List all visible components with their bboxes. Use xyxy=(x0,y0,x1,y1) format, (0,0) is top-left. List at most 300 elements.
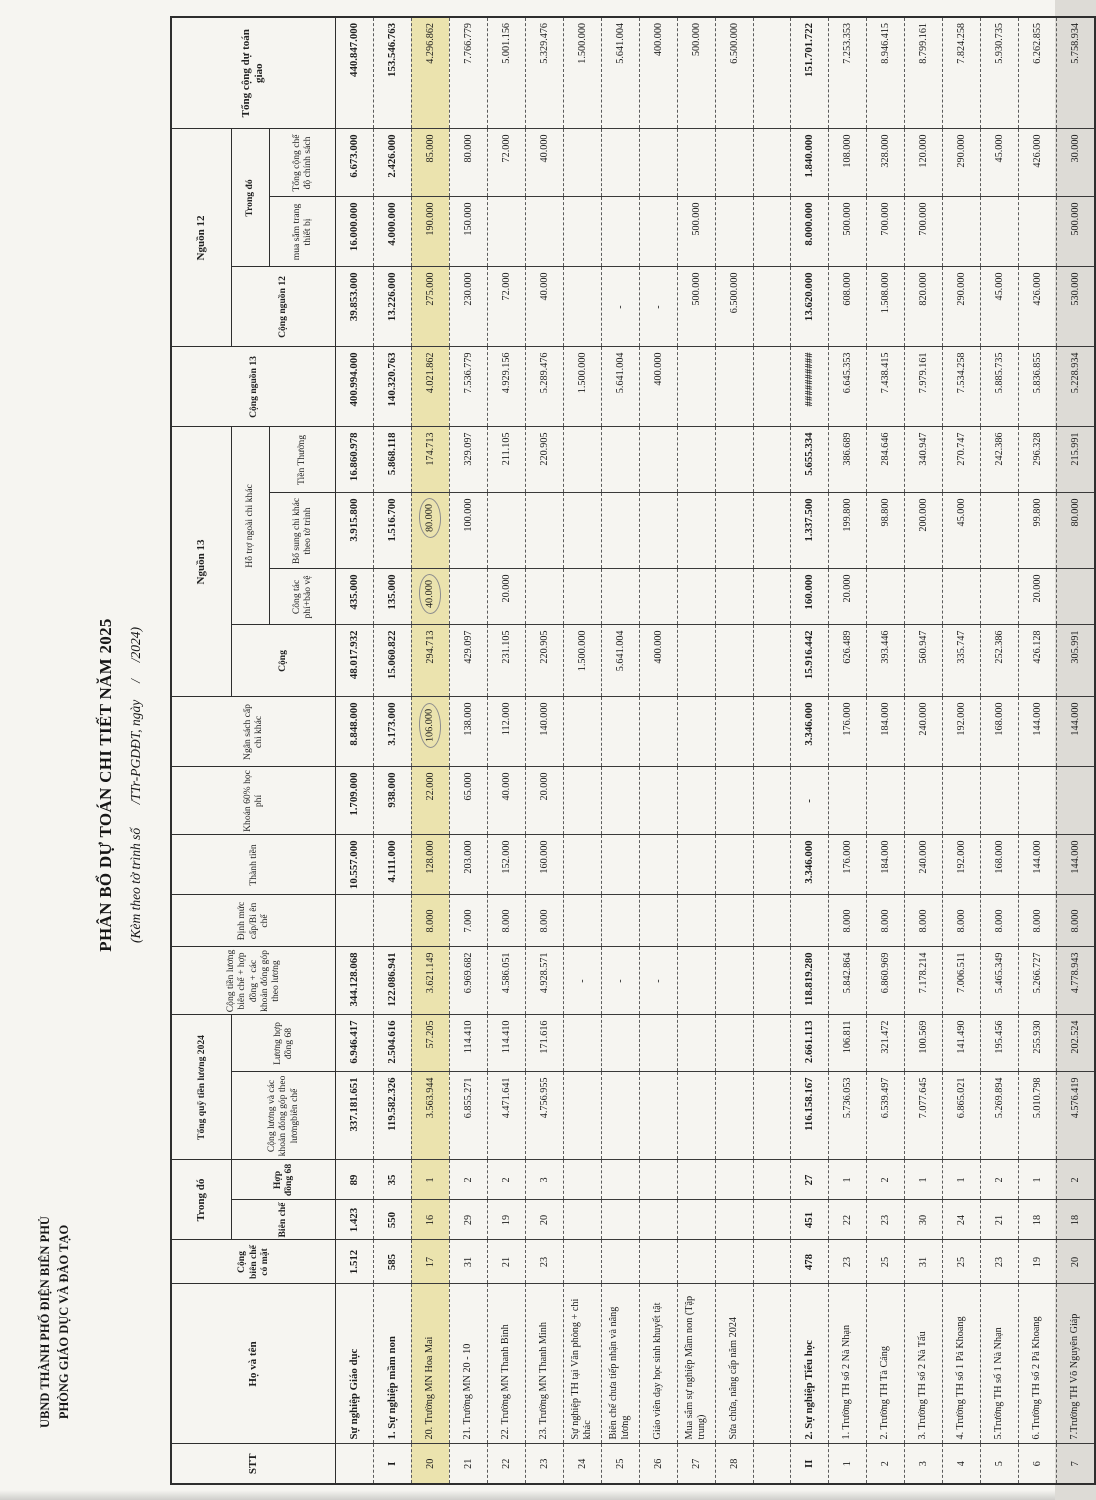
cell-stt: 25 xyxy=(601,1444,639,1484)
cell-value xyxy=(753,625,790,697)
cell-value: 4.929.156 xyxy=(487,347,525,427)
cell-value xyxy=(411,569,449,625)
cell-value: 23 xyxy=(828,1240,866,1284)
cell-value: 190.000 xyxy=(411,197,449,267)
cell-value xyxy=(411,493,449,569)
cell-value: 3.563.944 xyxy=(411,1072,449,1160)
cell-value: 275.000 xyxy=(411,267,449,347)
cell-value: 118.819.280 xyxy=(790,947,828,1015)
cell-value: 151.701.722 xyxy=(790,17,828,129)
cell-value xyxy=(601,427,639,493)
table-row xyxy=(335,17,373,1484)
cell-value: 19 xyxy=(1018,1240,1056,1284)
cell-stt: 2 xyxy=(866,1444,904,1484)
cell-value: 478 xyxy=(790,1240,828,1284)
cell-value xyxy=(715,197,753,267)
cell-value xyxy=(601,493,639,569)
budget-table xyxy=(170,16,1096,1485)
cell-value: 242.386 xyxy=(980,427,1018,493)
cell-value: 3.173.000 xyxy=(373,697,411,767)
cell-value xyxy=(715,697,753,767)
cell-unit-name: Mua sắm sự nghiệp Mầm non (Tập trung) xyxy=(677,1284,715,1444)
cell-value: 23 xyxy=(980,1240,1018,1284)
cell-value: 18 xyxy=(1018,1200,1056,1240)
col-cong-luong: Cộng lương và các khoản đóng góp theo lươngbiên chế xyxy=(231,1072,335,1160)
cell-value xyxy=(753,347,790,427)
table-row xyxy=(639,17,677,1484)
cell-value xyxy=(866,569,904,625)
cell-value: 18 xyxy=(1056,1200,1095,1240)
cell-value xyxy=(715,1160,753,1200)
cell-stt: 21 xyxy=(449,1444,487,1484)
cell-value: 85.000 xyxy=(411,129,449,197)
cell-value: 8.000 xyxy=(904,895,942,947)
table-row xyxy=(753,17,790,1484)
col-tong-cong-du-toan: Tổng cộng dự toán giao xyxy=(171,17,335,129)
table-row xyxy=(866,17,904,1484)
cell-value: - xyxy=(563,947,601,1015)
cell-value: 100.569 xyxy=(904,1015,942,1072)
cell-value: 10.557.000 xyxy=(335,835,373,895)
cell-value: 203.000 xyxy=(449,835,487,895)
cell-value xyxy=(715,767,753,835)
cell-value: 22.000 xyxy=(411,767,449,835)
cell-value: 1 xyxy=(1018,1160,1056,1200)
cell-value xyxy=(563,1160,601,1200)
cell-value: 4.471.641 xyxy=(487,1072,525,1160)
cell-value: 31 xyxy=(904,1240,942,1284)
cell-value xyxy=(753,1240,790,1284)
cell-value xyxy=(753,835,790,895)
cell-value xyxy=(639,197,677,267)
cell-value: 3.346.000 xyxy=(790,835,828,895)
cell-value: 6.500.000 xyxy=(715,17,753,129)
cell-value xyxy=(677,493,715,569)
cell-value xyxy=(563,267,601,347)
cell-value: - xyxy=(639,267,677,347)
cell-value: 3.621.149 xyxy=(411,947,449,1015)
cell-value xyxy=(563,197,601,267)
cell-value: 294.713 xyxy=(411,625,449,697)
cell-value: 200.000 xyxy=(904,493,942,569)
cell-value xyxy=(715,347,753,427)
cell-value: 13.620.000 xyxy=(790,267,828,347)
cell-value: 211.105 xyxy=(487,427,525,493)
cell-value xyxy=(715,129,753,197)
cell-value: 560.947 xyxy=(904,625,942,697)
cell-value: 5.641.004 xyxy=(601,17,639,129)
cell-value: 7.006.511 xyxy=(942,947,980,1015)
cell-value: - xyxy=(790,767,828,835)
table-row xyxy=(942,17,980,1484)
table-row xyxy=(828,17,866,1484)
cell-value: 89 xyxy=(335,1160,373,1200)
cell-value xyxy=(790,895,828,947)
cell-value: 153.546.763 xyxy=(373,17,411,129)
cell-value xyxy=(1056,767,1095,835)
cell-value: 5.641.004 xyxy=(601,625,639,697)
cell-value: 820.000 xyxy=(904,267,942,347)
cell-value: 8.000.000 xyxy=(790,197,828,267)
cell-value: 171.616 xyxy=(525,1015,563,1072)
cell-value: 141.490 xyxy=(942,1015,980,1072)
cell-value xyxy=(639,493,677,569)
cell-value: 550 xyxy=(373,1200,411,1240)
cell-stt: 6 xyxy=(1018,1444,1056,1484)
cell-value: 7.178.214 xyxy=(904,947,942,1015)
cell-stt: I xyxy=(373,1444,411,1484)
cell-value: 700.000 xyxy=(866,197,904,267)
cell-value: 6.262.855 xyxy=(1018,17,1056,129)
table-row xyxy=(449,17,487,1484)
cell-value: 5.228.934 xyxy=(1056,347,1095,427)
document-title: PHÂN BỔ DỰ TOÁN CHI TIẾT NĂM 2025 xyxy=(96,618,115,952)
cell-value: 7.000 xyxy=(449,895,487,947)
col-bien-che: Biên chế xyxy=(231,1200,335,1240)
cell-value: 1 xyxy=(828,1160,866,1200)
cell-value: 500.000 xyxy=(677,17,715,129)
cell-stt: 1 xyxy=(828,1444,866,1484)
cell-stt: 4 xyxy=(942,1444,980,1484)
cell-value xyxy=(601,1072,639,1160)
cell-value xyxy=(563,569,601,625)
cell-value: 8.000 xyxy=(942,895,980,947)
cell-value: 231.105 xyxy=(487,625,525,697)
cell-value: 21 xyxy=(487,1240,525,1284)
cell-value: 240.000 xyxy=(904,835,942,895)
cell-value: 220.905 xyxy=(525,625,563,697)
cell-value: 5.465.349 xyxy=(980,947,1018,1015)
cell-value xyxy=(677,1160,715,1200)
cell-value: 3 xyxy=(525,1160,563,1200)
cell-value: 6.500.000 xyxy=(715,267,753,347)
cell-value: 16 xyxy=(411,1200,449,1240)
cell-value: 45.000 xyxy=(980,267,1018,347)
cell-value: 29 xyxy=(449,1200,487,1240)
cell-value xyxy=(904,569,942,625)
cell-stt xyxy=(335,1444,373,1484)
cell-value: 108.000 xyxy=(828,129,866,197)
cell-value: 122.086.941 xyxy=(373,947,411,1015)
col-cong-tac-phi: Công tác phí+bảo vệ xyxy=(269,569,335,625)
cell-value: 2.426.000 xyxy=(373,129,411,197)
cell-value xyxy=(639,1015,677,1072)
cell-value: 21 xyxy=(980,1200,1018,1240)
table-row xyxy=(411,17,449,1484)
cell-value: 15.060.822 xyxy=(373,625,411,697)
cell-value: 6.860.969 xyxy=(866,947,904,1015)
cell-value xyxy=(601,835,639,895)
col-luong-hd68: Lương hợp đồng 68 xyxy=(231,1015,335,1072)
cell-value xyxy=(715,835,753,895)
cell-value: 8.000 xyxy=(828,895,866,947)
cell-value xyxy=(677,129,715,197)
cell-value: 199.800 xyxy=(828,493,866,569)
cell-value: 220.905 xyxy=(525,427,563,493)
table-row xyxy=(904,17,942,1484)
cell-value: 7.534.258 xyxy=(942,347,980,427)
col-name: Họ và tên xyxy=(171,1284,335,1444)
cell-value xyxy=(601,895,639,947)
cell-value: 24 xyxy=(942,1200,980,1240)
cell-value: 255.930 xyxy=(1018,1015,1056,1072)
cell-value: 5.266.727 xyxy=(1018,947,1056,1015)
cell-value xyxy=(601,1240,639,1284)
cell-value: 429.097 xyxy=(449,625,487,697)
cell-value: 608.000 xyxy=(828,267,866,347)
cell-value xyxy=(677,1072,715,1160)
cell-value: 144.000 xyxy=(1056,697,1095,767)
cell-value: 386.689 xyxy=(828,427,866,493)
cell-value: 4.021.862 xyxy=(411,347,449,427)
col-tong-cong-che-do: Tổng cộng chế độ chính sách xyxy=(269,129,335,197)
cell-value: 2 xyxy=(487,1160,525,1200)
table-row xyxy=(525,17,563,1484)
cell-value: 22 xyxy=(828,1200,866,1240)
col-group-nguon-13: Nguồn 13 xyxy=(171,427,231,697)
cell-value xyxy=(677,767,715,835)
cell-value xyxy=(753,493,790,569)
cell-stt: 27 xyxy=(677,1444,715,1484)
cell-value: 1.337.500 xyxy=(790,493,828,569)
cell-value: 100.000 xyxy=(449,493,487,569)
cell-value: 106.811 xyxy=(828,1015,866,1072)
cell-value: 25 xyxy=(942,1240,980,1284)
cell-value xyxy=(601,197,639,267)
cell-value: 48.017.932 xyxy=(335,625,373,697)
cell-value: 192.000 xyxy=(942,697,980,767)
cell-unit-name: Sự nghiệp TH tại Văn phòng + chi khác xyxy=(563,1284,601,1444)
cell-value: 8.000 xyxy=(525,895,563,947)
cell-value: 1 xyxy=(904,1160,942,1200)
cell-value: 4.576.419 xyxy=(1056,1072,1095,1160)
cell-value xyxy=(677,1240,715,1284)
cell-value: 585 xyxy=(373,1240,411,1284)
cell-value xyxy=(1056,569,1095,625)
cell-value xyxy=(753,197,790,267)
table-row xyxy=(1056,17,1095,1484)
cell-value xyxy=(677,347,715,427)
cell-value xyxy=(677,1200,715,1240)
cell-value xyxy=(639,835,677,895)
col-tien-thuong: Tiền Thưởng xyxy=(269,427,335,493)
cell-stt: 3 xyxy=(904,1444,942,1484)
cell-value: 335.747 xyxy=(942,625,980,697)
cell-value: 700.000 xyxy=(904,197,942,267)
cell-value: 5.289.476 xyxy=(525,347,563,427)
cell-value: 5.329.476 xyxy=(525,17,563,129)
cell-value xyxy=(563,895,601,947)
cell-value: 144.000 xyxy=(1056,835,1095,895)
cell-value: 435.000 xyxy=(335,569,373,625)
cell-value: 144.000 xyxy=(1018,697,1056,767)
cell-value: 305.991 xyxy=(1056,625,1095,697)
cell-value xyxy=(563,1200,601,1240)
cell-value xyxy=(942,767,980,835)
cell-value: 4.296.862 xyxy=(411,17,449,129)
cell-value: 4.778.943 xyxy=(1056,947,1095,1015)
cell-value xyxy=(639,1240,677,1284)
cell-value: 65.000 xyxy=(449,767,487,835)
cell-unit-name: Biên chế chưa tiếp nhận và nâng lương xyxy=(601,1284,639,1444)
col-cong-n13: Cộng xyxy=(231,625,335,697)
cell-unit-name: 22. Trường MN Thanh Bình xyxy=(487,1284,525,1444)
cell-value: 99.800 xyxy=(1018,493,1056,569)
cell-value: 440.847.000 xyxy=(335,17,373,129)
cell-stt: 23 xyxy=(525,1444,563,1484)
cell-stt: 28 xyxy=(715,1444,753,1484)
cell-value xyxy=(715,427,753,493)
cell-value xyxy=(904,767,942,835)
cell-value: 296.328 xyxy=(1018,427,1056,493)
cell-value: 4.756.955 xyxy=(525,1072,563,1160)
cell-value: 5.010.798 xyxy=(1018,1072,1056,1160)
cell-value: 270.747 xyxy=(942,427,980,493)
cell-value xyxy=(677,569,715,625)
col-group-nguon-12: Nguồn 12 xyxy=(171,129,231,347)
cell-value: 119.582.326 xyxy=(373,1072,411,1160)
cell-value: - xyxy=(601,947,639,1015)
cell-unit-name: 20. Trường MN Hoa Mai xyxy=(411,1284,449,1444)
cell-value: 98.800 xyxy=(866,493,904,569)
cell-value xyxy=(677,947,715,1015)
cell-value: 20.000 xyxy=(828,569,866,625)
cell-value: 17 xyxy=(411,1240,449,1284)
cell-value: 174.713 xyxy=(411,427,449,493)
cell-value: 451 xyxy=(790,1200,828,1240)
col-thanh-tien: Thành tiền xyxy=(171,835,335,895)
cell-value: 344.128.068 xyxy=(335,947,373,1015)
cell-value: 31 xyxy=(449,1240,487,1284)
cell-value: 15.916.442 xyxy=(790,625,828,697)
cell-value xyxy=(715,493,753,569)
cell-value xyxy=(715,1240,753,1284)
cell-value xyxy=(980,493,1018,569)
cell-value xyxy=(563,427,601,493)
cell-value: 40.000 xyxy=(487,767,525,835)
cell-unit-name: Giáo viên dạy học sinh khuyết tật xyxy=(639,1284,677,1444)
cell-value: 5.001.156 xyxy=(487,17,525,129)
cell-stt: 22 xyxy=(487,1444,525,1484)
cell-value: 150.000 xyxy=(449,197,487,267)
cell-value xyxy=(563,697,601,767)
cell-value: 5.930.735 xyxy=(980,17,1018,129)
table-row xyxy=(1018,17,1056,1484)
cell-value: 393.446 xyxy=(866,625,904,697)
pen-circle-annotation: 40.000 xyxy=(418,574,442,615)
cell-value xyxy=(639,767,677,835)
cell-value xyxy=(525,493,563,569)
col-group-tong-quy-tien-luong: Tổng quỹ tiền lương 2024 xyxy=(171,1015,231,1160)
cell-value: 120.000 xyxy=(904,129,942,197)
cell-value xyxy=(753,895,790,947)
table-row xyxy=(563,17,601,1484)
cell-value xyxy=(715,1015,753,1072)
cell-value xyxy=(1018,197,1056,267)
cell-value xyxy=(677,697,715,767)
cell-unit-name: 2. Trường TH Tà Cáng xyxy=(866,1284,904,1444)
cell-unit-name: 4. Trường TH số 1 Pá Khoang xyxy=(942,1284,980,1444)
cell-value: 3.346.000 xyxy=(790,697,828,767)
cell-value: 40.000 xyxy=(525,129,563,197)
cell-value: 500.000 xyxy=(1056,197,1095,267)
cell-value: 340.947 xyxy=(904,427,942,493)
cell-value: 5.641.004 xyxy=(601,347,639,427)
cell-value: 2 xyxy=(1056,1160,1095,1200)
table-row xyxy=(487,17,525,1484)
cell-value: 1.840.000 xyxy=(790,129,828,197)
cell-value: 426.128 xyxy=(1018,625,1056,697)
table-row xyxy=(677,17,715,1484)
cell-value: 8.000 xyxy=(1056,895,1095,947)
cell-value: 30 xyxy=(904,1200,942,1240)
cell-value xyxy=(715,1072,753,1160)
pen-circle-annotation: 80.000 xyxy=(418,498,442,539)
table-row xyxy=(601,17,639,1484)
cell-unit-name: Sửa chữa, nâng cấp năm 2024 xyxy=(715,1284,753,1444)
cell-value: 7.253.353 xyxy=(828,17,866,129)
cell-value: 13.226.000 xyxy=(373,267,411,347)
cell-value: ########## xyxy=(790,347,828,427)
cell-value: 168.000 xyxy=(980,835,1018,895)
cell-value: 252.386 xyxy=(980,625,1018,697)
cell-value xyxy=(677,427,715,493)
cell-value: 16.860.978 xyxy=(335,427,373,493)
cell-value: 168.000 xyxy=(980,697,1018,767)
cell-value: 152.000 xyxy=(487,835,525,895)
cell-value: 7.824.258 xyxy=(942,17,980,129)
cell-value: 114.410 xyxy=(487,1015,525,1072)
cell-value: 3.915.800 xyxy=(335,493,373,569)
cell-value: 45.000 xyxy=(942,493,980,569)
cell-value: 184.000 xyxy=(866,697,904,767)
cell-value: 19 xyxy=(487,1200,525,1240)
org-header xyxy=(36,1172,75,1472)
cell-value xyxy=(525,197,563,267)
cell-unit-name: 6. Trường TH số 2 Pá Khoang xyxy=(1018,1284,1056,1444)
cell-value: 8.848.000 xyxy=(335,697,373,767)
cell-value: 290.000 xyxy=(942,267,980,347)
cell-value xyxy=(753,267,790,347)
col-khoan-hoc-phi: Khoán 60% học phí xyxy=(171,767,335,835)
cell-unit-name: 2. Sự nghiệp Tiểu học xyxy=(790,1284,828,1444)
cell-value xyxy=(942,197,980,267)
cell-value xyxy=(715,625,753,697)
cell-value: 195.456 xyxy=(980,1015,1018,1072)
cell-value: 6.946.417 xyxy=(335,1015,373,1072)
cell-value: 8.000 xyxy=(411,895,449,947)
cell-value: 8.000 xyxy=(980,895,1018,947)
cell-value: 328.000 xyxy=(866,129,904,197)
cell-value: - xyxy=(639,947,677,1015)
cell-value xyxy=(828,767,866,835)
cell-value: 6.969.682 xyxy=(449,947,487,1015)
cell-value: 35 xyxy=(373,1160,411,1200)
cell-value: 2.661.113 xyxy=(790,1015,828,1072)
cell-value: 40.000 xyxy=(525,267,563,347)
cell-value: 329.097 xyxy=(449,427,487,493)
cell-value: 8.000 xyxy=(866,895,904,947)
cell-value xyxy=(753,569,790,625)
cell-value xyxy=(563,1015,601,1072)
cell-value xyxy=(411,697,449,767)
cell-value xyxy=(639,427,677,493)
cell-value xyxy=(487,197,525,267)
cell-value: 500.000 xyxy=(677,267,715,347)
cell-value xyxy=(980,569,1018,625)
cell-unit-name: 7.Trường TH Võ Nguyên Giáp xyxy=(1056,1284,1095,1444)
col-dinh-muc: Định mức cấp/Bi ên chế xyxy=(171,895,335,947)
